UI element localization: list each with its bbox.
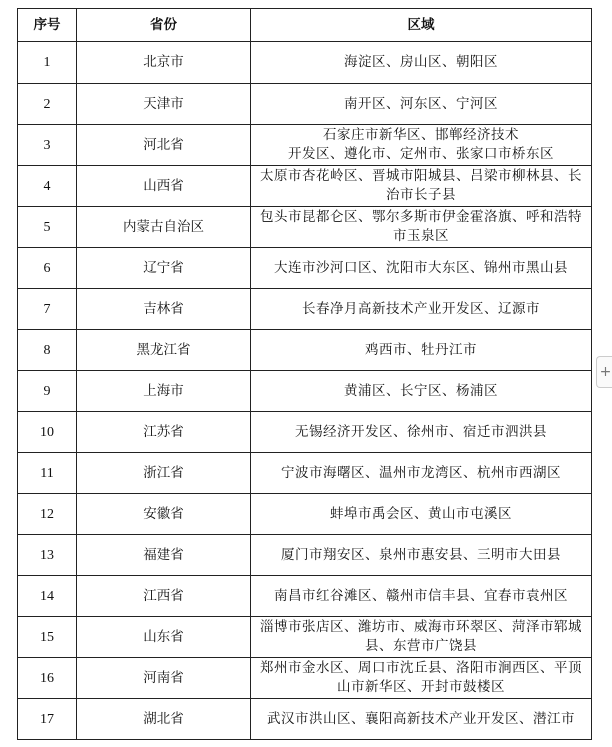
row-area-line: 石家庄市新华区、邯郸经济技术 (323, 127, 519, 143)
row-area: 蚌埠市禹会区、黄山市屯溪区 (251, 494, 592, 535)
row-area: 海淀区、房山区、朝阳区 (251, 42, 592, 84)
row-area: 南开区、河东区、宁河区 (251, 84, 592, 125)
row-province: 福建省 (77, 535, 251, 576)
row-province: 辽宁省 (77, 248, 251, 289)
row-area-line: 开发区、遵化市、定州市、张家口市桥东区 (288, 146, 554, 162)
table-row (18, 207, 592, 248)
row-area-line: 山市新华区、开封市鼓楼区 (337, 679, 505, 695)
row-area (251, 125, 592, 166)
row-area-line: 太原市杏花岭区、晋城市阳城县、吕梁市柳林县、长 (260, 168, 582, 184)
row-province: 安徽省 (77, 494, 251, 535)
row-province: 湖北省 (77, 699, 251, 740)
row-number: 14 (18, 576, 77, 617)
row-province: 江苏省 (77, 412, 251, 453)
row-number: 2 (18, 84, 77, 125)
row-number: 13 (18, 535, 77, 576)
row-province: 内蒙古自治区 (77, 207, 251, 248)
row-area (251, 207, 592, 248)
row-area (251, 658, 592, 699)
row-province: 浙江省 (77, 453, 251, 494)
table-row (18, 453, 592, 494)
row-number: 15 (18, 617, 77, 658)
row-area: 南昌市红谷滩区、赣州市信丰县、宜春市袁州区 (251, 576, 592, 617)
row-province: 山西省 (77, 166, 251, 207)
row-area: 黄浦区、长宁区、杨浦区 (251, 371, 592, 412)
table-row (18, 42, 592, 84)
row-province: 河北省 (77, 125, 251, 166)
table-row (18, 617, 592, 658)
row-province: 吉林省 (77, 289, 251, 330)
plus-icon: + (599, 364, 612, 380)
table-row (18, 371, 592, 412)
row-number: 1 (18, 42, 77, 84)
row-area-line: 县、东营市广饶县 (365, 638, 477, 654)
table-row (18, 330, 592, 371)
row-area: 鸡西市、牡丹江市 (251, 330, 592, 371)
row-area-line: 市玉泉区 (393, 228, 449, 244)
header-number: 序号 (18, 9, 77, 42)
table-row (18, 494, 592, 535)
table-row (18, 576, 592, 617)
row-number: 17 (18, 699, 77, 740)
row-number: 11 (18, 453, 77, 494)
row-area-line: 淄博市张店区、潍坊市、威海市环翠区、菏泽市郓城 (260, 619, 582, 635)
table-row (18, 166, 592, 207)
row-province: 河南省 (77, 658, 251, 699)
header-province: 省份 (77, 9, 251, 42)
row-area: 长春净月高新技术产业开发区、辽源市 (251, 289, 592, 330)
table-row (18, 658, 592, 699)
table-row (18, 412, 592, 453)
row-number: 7 (18, 289, 77, 330)
row-area: 厦门市翔安区、泉州市惠安县、三明市大田县 (251, 535, 592, 576)
row-area: 大连市沙河口区、沈阳市大东区、锦州市黑山县 (251, 248, 592, 289)
row-province: 山东省 (77, 617, 251, 658)
row-area (251, 166, 592, 207)
row-number: 16 (18, 658, 77, 699)
row-province: 上海市 (77, 371, 251, 412)
row-number: 4 (18, 166, 77, 207)
row-number: 10 (18, 412, 77, 453)
table-header-row (18, 9, 592, 42)
row-number: 5 (18, 207, 77, 248)
row-number: 3 (18, 125, 77, 166)
row-area-line: 治市长子县 (386, 187, 456, 203)
table-row (18, 248, 592, 289)
table-row (18, 125, 592, 166)
row-province: 黑龙江省 (77, 330, 251, 371)
row-area: 宁波市海曙区、温州市龙湾区、杭州市西湖区 (251, 453, 592, 494)
row-area: 武汉市洪山区、襄阳高新技术产业开发区、潜江市 (251, 699, 592, 740)
row-province: 江西省 (77, 576, 251, 617)
header-area: 区域 (251, 9, 592, 42)
table-row (18, 84, 592, 125)
table-row (18, 535, 592, 576)
expand-button[interactable] (596, 356, 612, 388)
row-number: 8 (18, 330, 77, 371)
row-area (251, 617, 592, 658)
row-area-line: 郑州市金水区、周口市沈丘县、洛阳市涧西区、平顶 (260, 660, 582, 676)
region-table (17, 8, 592, 740)
row-province: 北京市 (77, 42, 251, 84)
row-number: 9 (18, 371, 77, 412)
row-number: 12 (18, 494, 77, 535)
row-number: 6 (18, 248, 77, 289)
table-row (18, 699, 592, 740)
table-row (18, 289, 592, 330)
row-area-line: 包头市昆都仑区、鄂尔多斯市伊金霍洛旗、呼和浩特 (260, 209, 582, 225)
row-province: 天津市 (77, 84, 251, 125)
row-area: 无锡经济开发区、徐州市、宿迁市泗洪县 (251, 412, 592, 453)
